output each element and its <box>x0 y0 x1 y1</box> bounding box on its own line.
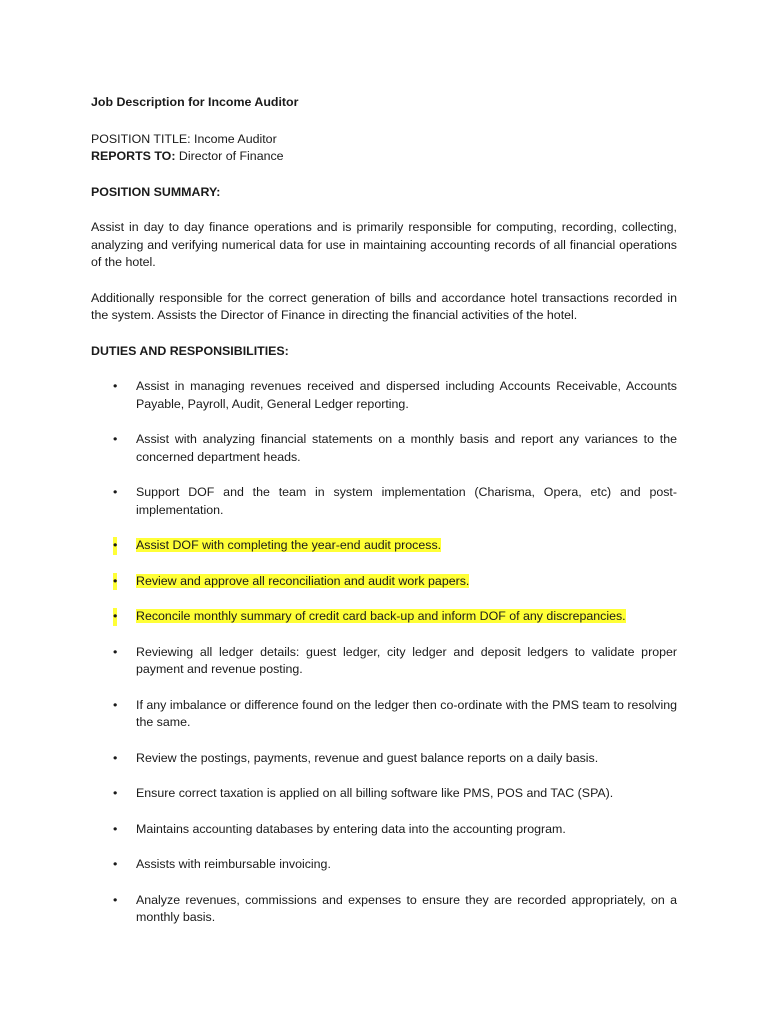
duty-text: Support DOF and the team in system implementation (Charisma, Opera, etc) and post-implementation. <box>136 485 677 517</box>
bullet-icon: • <box>113 608 117 626</box>
duty-item <box>91 750 677 768</box>
reports-to-label: REPORTS TO: <box>91 149 176 163</box>
duty-text: Review the postings, payments, revenue and guest balance reports on a daily basis. <box>136 750 599 765</box>
spacer <box>91 166 677 184</box>
bullet-icon: • <box>113 379 118 393</box>
duty-item <box>91 697 677 732</box>
bullet-icon: • <box>113 432 118 446</box>
position-title-line: POSITION TITLE: Income Auditor <box>91 131 277 146</box>
duty-item <box>91 785 677 803</box>
duty-item <box>91 644 677 679</box>
duty-text: Review and approve all reconciliation and audit work papers. <box>136 573 470 588</box>
document-page <box>91 94 677 945</box>
duty-item <box>91 892 677 927</box>
spacer <box>91 360 677 378</box>
duty-text: Assist with analyzing financial statements on a monthly basis and report any variances to the concerned department heads. <box>136 432 677 464</box>
bullet-icon: • <box>113 644 118 659</box>
duty-text: Assist in managing revenues received and dispersed including Accounts Receivable, Accounts Payable, Payroll, Audit, General Ledger reporting. <box>136 379 677 411</box>
duty-item <box>91 484 677 519</box>
spacer <box>91 201 677 219</box>
duty-item <box>91 573 677 591</box>
summary-heading: POSITION SUMMARY: <box>91 184 221 199</box>
reports-to-line <box>91 148 677 166</box>
duty-text: Assist DOF with completing the year-end audit process. <box>136 538 442 552</box>
duty-item <box>91 821 677 839</box>
spacer <box>91 112 677 131</box>
duty-item <box>91 608 677 626</box>
duty-text: Ensure correct taxation is applied on all billing software like PMS, POS and TAC (SPA). <box>136 786 614 800</box>
duty-item <box>91 431 677 466</box>
bullet-icon: • <box>113 537 117 555</box>
duties-list <box>91 378 677 927</box>
document-title: Job Description for Income Auditor <box>91 95 299 109</box>
duty-item <box>91 378 677 413</box>
duties-heading: DUTIES AND RESPONSIBILITIES: <box>91 343 289 358</box>
duty-text: Assists with reimbursable invoicing. <box>136 857 331 871</box>
bullet-icon: • <box>113 573 117 591</box>
duty-text: Maintains accounting databases by entering data into the accounting program. <box>136 821 566 836</box>
bullet-icon: • <box>113 821 118 836</box>
spacer <box>91 272 677 290</box>
bullet-icon: • <box>113 892 118 907</box>
duty-text: Reconcile monthly summary of credit card back-up and inform DOF of any discrepancies. <box>136 609 626 623</box>
reports-to-value: Director of Finance <box>175 149 284 163</box>
duty-text: Analyze revenues, commissions and expenses to ensure they are recorded appropriately, on a monthly basis. <box>136 892 677 924</box>
duty-text: If any imbalance or difference found on the ledger then co-ordinate with the PMS team to resolving the same. <box>136 697 677 729</box>
bullet-icon: • <box>113 485 118 499</box>
summary-paragraph: Assist in day to day finance operations and is primarily responsible for computing, recording, collecting, analyzing and verifying numerical data for use in maintaining accounting records of all financial operations of the hotel. <box>91 220 677 269</box>
duty-item <box>91 537 677 555</box>
summary-paragraph: Additionally responsible for the correct generation of bills and accordance hotel transactions recorded in the system. Assists the Director of Finance in directing the financial activities of the hotel. <box>91 290 677 322</box>
bullet-icon: • <box>113 697 118 712</box>
duty-text: Reviewing all ledger details: guest ledger, city ledger and deposit ledgers to validate proper payment and revenue posting. <box>136 644 677 676</box>
duty-item <box>91 856 677 874</box>
bullet-icon: • <box>113 857 118 871</box>
bullet-icon: • <box>113 786 118 800</box>
bullet-icon: • <box>113 750 118 765</box>
spacer <box>91 325 677 343</box>
